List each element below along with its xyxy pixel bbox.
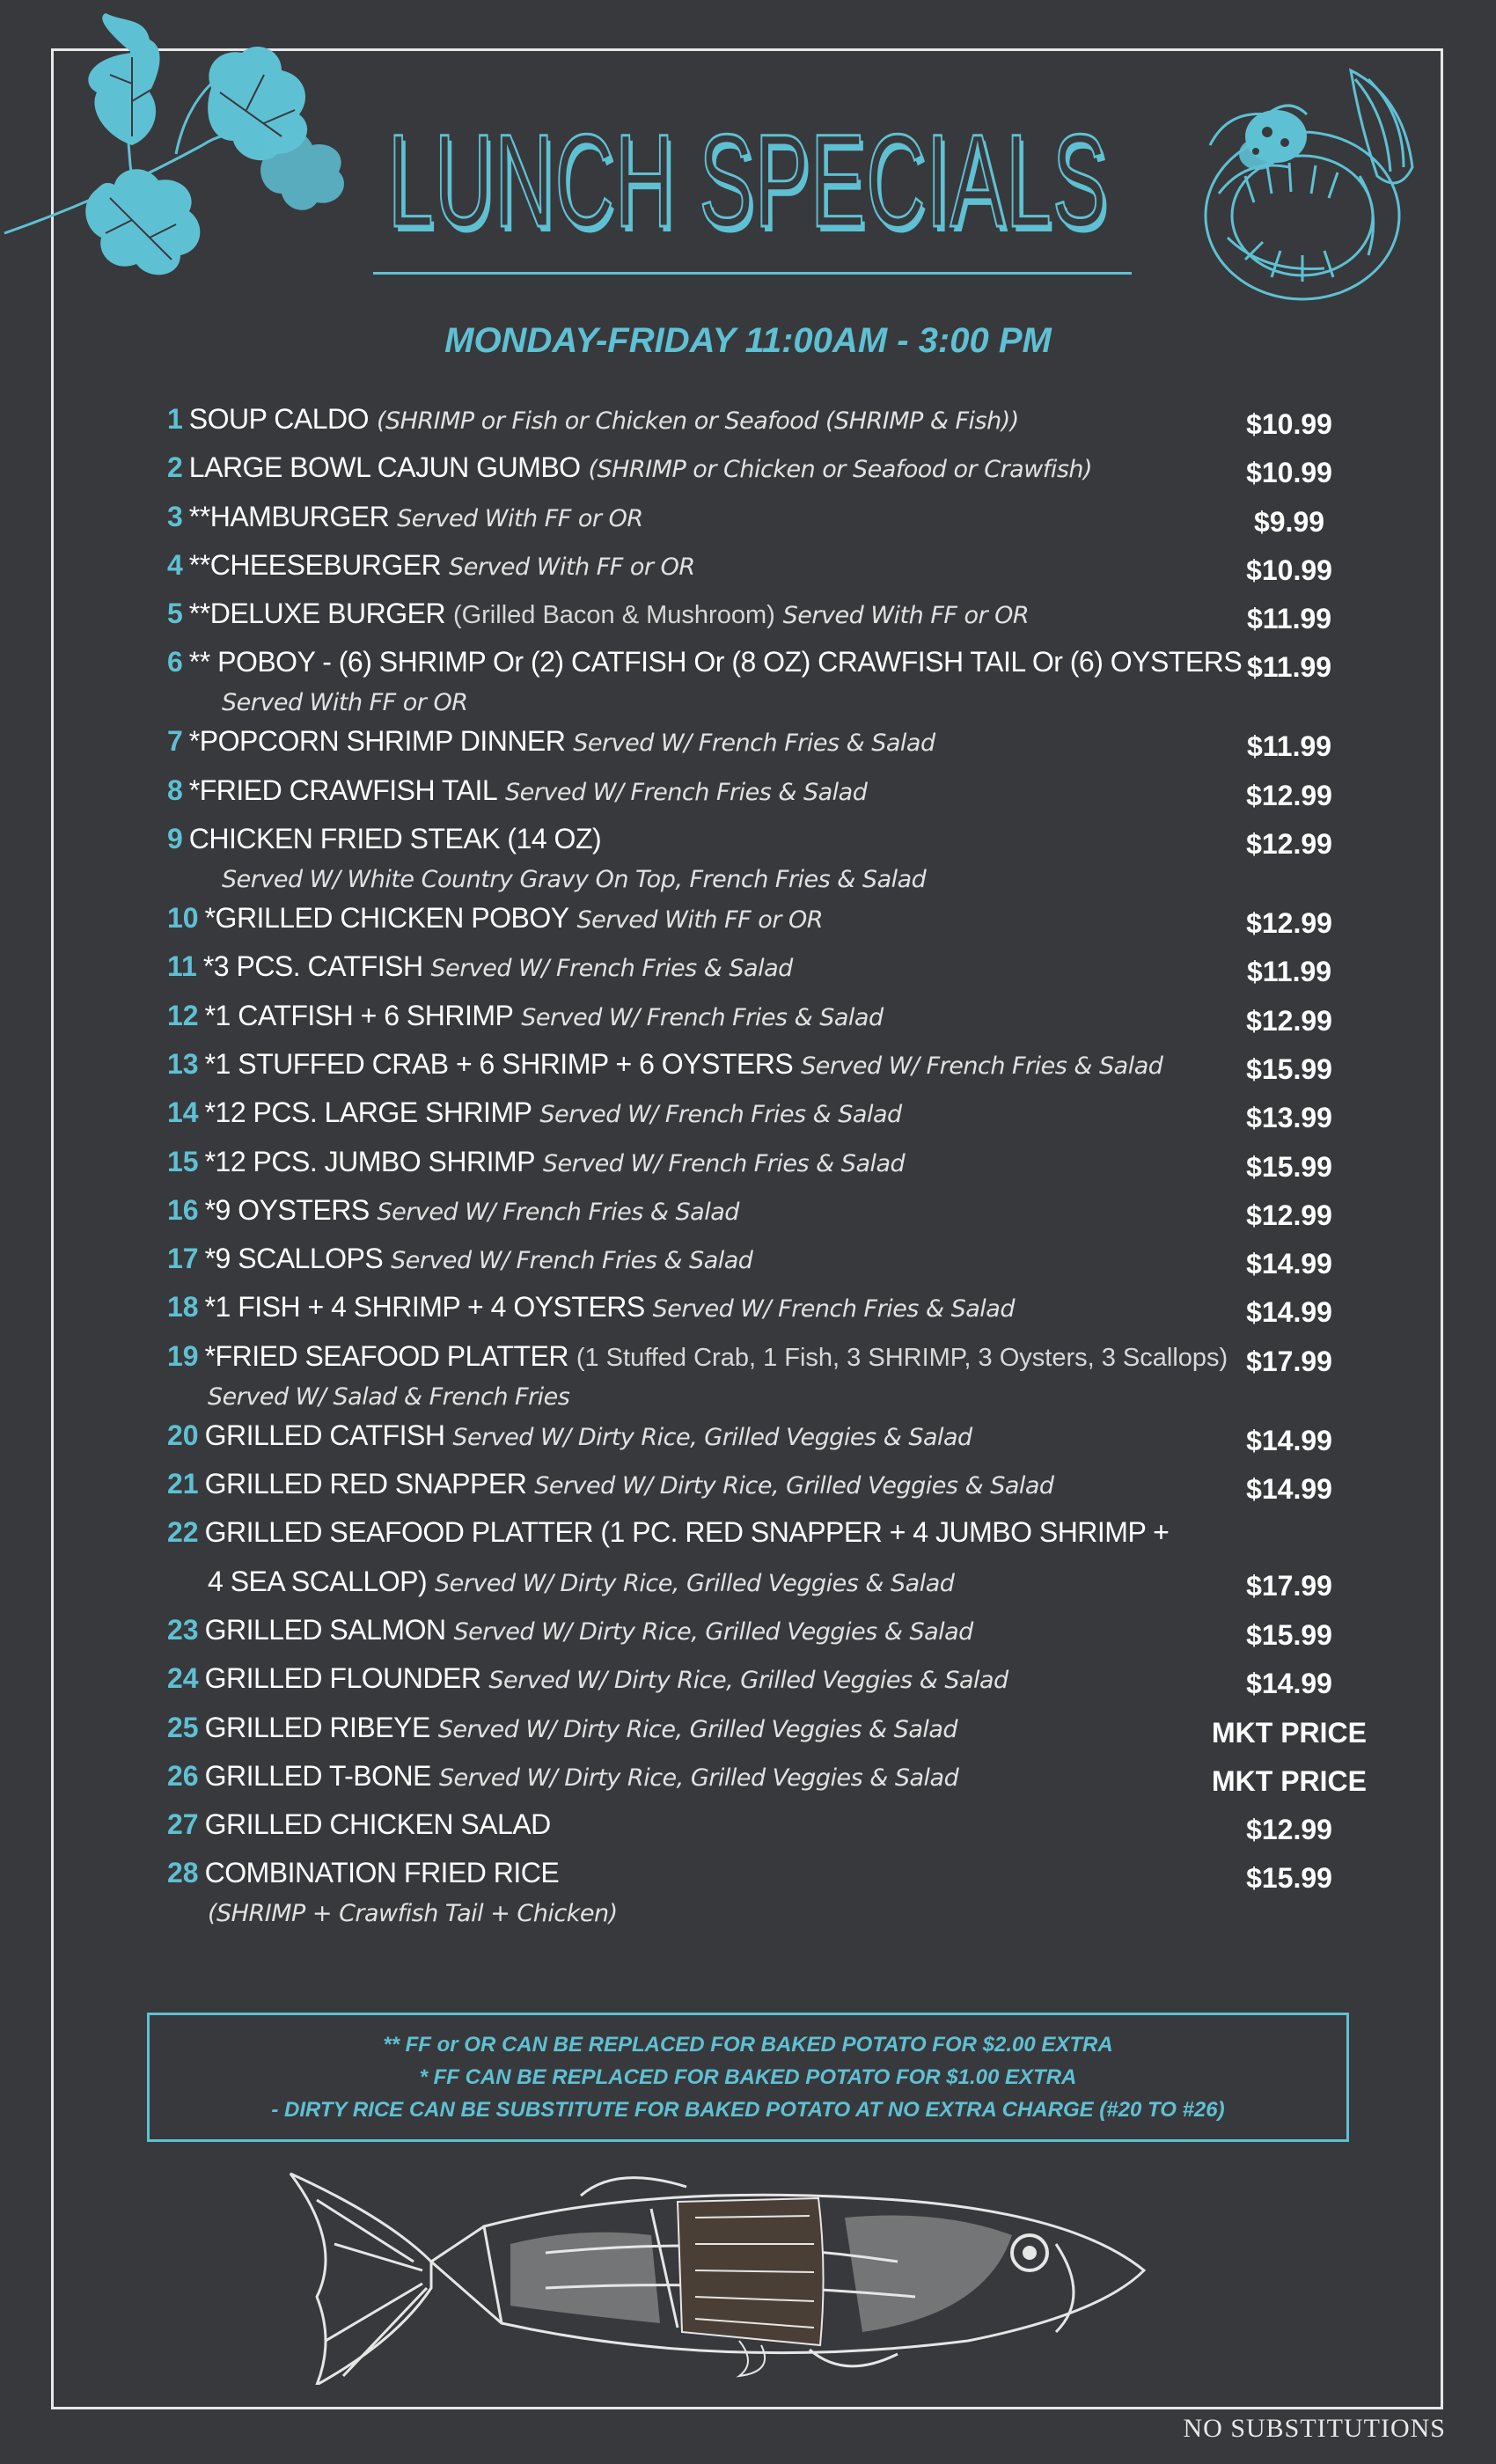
item-note: Served W/ French Fries & Salad <box>505 778 868 806</box>
item-number: 8 <box>167 774 183 806</box>
item-name: *1 FISH + 4 SHRIMP + 4 OYSTERS <box>204 1291 645 1324</box>
menu-item <box>167 1662 1364 1711</box>
item-name: *POPCORN SHRIMP DINNER <box>188 725 566 758</box>
item-number: 6 <box>167 646 183 678</box>
item-note: Served W/ Dirty Rice, Grilled Veggies & Salad <box>435 1569 955 1597</box>
item-price: $14.99 <box>1246 1424 1332 1456</box>
item-price: $13.99 <box>1246 1102 1332 1134</box>
item-name: *12 PCS. LARGE SHRIMP <box>204 1096 532 1129</box>
menu-item <box>167 1614 1364 1662</box>
item-name: SOUP CALDO <box>188 403 370 435</box>
no-substitutions-note: NO SUBSTITUTIONS <box>1183 2414 1446 2443</box>
item-note: (SHRIMP or Chicken or Seafood or Crawfish) <box>588 456 1093 484</box>
item-number: 22 <box>167 1516 199 1549</box>
item-price: MKT PRICE <box>1212 1764 1367 1797</box>
item-price: $12.99 <box>1246 1814 1332 1846</box>
menu-item <box>167 1291 1364 1339</box>
item-note: Served W/ French Fries & Salad <box>801 1052 1163 1080</box>
item-name: GRILLED FLOUNDER <box>204 1662 481 1695</box>
item-number: 14 <box>167 1096 199 1129</box>
item-note: Served With FF or OR <box>576 906 823 935</box>
item-number: 26 <box>167 1759 199 1792</box>
item-price: $11.99 <box>1246 956 1332 988</box>
menu-item <box>167 774 1364 823</box>
item-name: *1 CATFISH + 6 SHRIMP <box>204 999 514 1031</box>
menu-item <box>167 1857 1364 1936</box>
item-name: *9 OYSTERS <box>204 1193 370 1226</box>
item-number: 27 <box>167 1808 199 1841</box>
note-line: - DIRTY RICE CAN BE SUBSTITUTE FOR BAKED POTATO AT NO EXTRA CHARGE (#20 TO #26) <box>271 2098 1225 2122</box>
item-name: *FRIED SEAFOOD PLATTER <box>204 1339 568 1372</box>
menu-item <box>167 1146 1364 1194</box>
item-number: 18 <box>167 1291 199 1324</box>
item-number: 1 <box>167 403 183 435</box>
item-name: CHICKEN FRIED STEAK (14 OZ) <box>188 823 602 855</box>
item-price: $14.99 <box>1246 1668 1332 1700</box>
item-name: *GRILLED CHICKEN POBOY <box>204 902 569 935</box>
menu-item <box>167 1340 1364 1419</box>
item-number: 15 <box>167 1145 199 1177</box>
item-note: (SHRIMP or Fish or Chicken or Seafood (SHRIMP & Fish)) <box>376 407 1019 435</box>
item-note: Served With FF or OR <box>449 553 695 581</box>
note-line: ** FF or OR CAN BE REPLACED FOR BAKED POTATO FOR $2.00 EXTRA <box>383 2033 1113 2057</box>
item-note: Served W/ Dirty Rice, Grilled Veggies & Salad <box>453 1617 973 1646</box>
item-price: $9.99 <box>1253 505 1325 538</box>
item-note: Served W/ Dirty Rice, Grilled Veggies & Salad <box>438 1764 959 1792</box>
menu-item <box>167 902 1364 950</box>
item-number: 2 <box>167 451 183 484</box>
item-price: $12.99 <box>1246 779 1332 811</box>
menu-item <box>167 823 1364 902</box>
note-line: * FF CAN BE REPLACED FOR BAKED POTATO FOR $1.00 EXTRA <box>419 2065 1077 2089</box>
item-price: $11.99 <box>1246 651 1332 684</box>
item-note: Served With FF or OR <box>397 504 643 532</box>
item-price: MKT PRICE <box>1212 1716 1367 1749</box>
item-note: Served W/ French Fries & Salad <box>542 1149 906 1177</box>
item-note: Served With FF or OR <box>782 602 1030 630</box>
item-note: Served W/ Dirty Rice, Grilled Veggies & Salad <box>437 1715 958 1743</box>
shrimp-icon <box>1192 62 1434 317</box>
item-name: **DELUXE BURGER <box>188 598 446 630</box>
item-name: LARGE BOWL CAJUN GUMBO <box>188 451 581 484</box>
menu-item <box>167 1711 1367 1760</box>
item-price: $12.99 <box>1246 907 1332 940</box>
item-subline: Served W/ White Country Gravy On Top, French Fries & Salad <box>222 866 927 894</box>
menu-list <box>167 403 1367 1936</box>
item-name: **CHEESEBURGER <box>188 548 442 581</box>
item-number: 17 <box>167 1243 199 1275</box>
item-price: $10.99 <box>1246 408 1332 440</box>
item-number: 20 <box>167 1419 199 1451</box>
item-number: 23 <box>167 1613 199 1646</box>
item-subline: Served W/ Salad & French Fries <box>208 1382 570 1411</box>
item-name: *12 PCS. JUMBO SHRIMP <box>204 1145 535 1177</box>
item-price: $15.99 <box>1246 1618 1332 1651</box>
item-price: $11.99 <box>1246 730 1332 763</box>
item-number: 21 <box>167 1468 199 1500</box>
item-name-continued: 4 SEA SCALLOP) <box>208 1565 428 1597</box>
item-price: $12.99 <box>1246 1004 1332 1037</box>
item-name: GRILLED RIBEYE <box>204 1711 430 1743</box>
item-subline: (SHRIMP + Crawfish Tail + Chicken) <box>208 1900 618 1928</box>
item-note: Served W/ Dirty Rice, Grilled Veggies & Salad <box>488 1667 1008 1695</box>
item-price: $15.99 <box>1246 1052 1332 1085</box>
item-name: *FRIED CRAWFISH TAIL <box>188 774 498 806</box>
item-price: $12.99 <box>1246 828 1332 861</box>
item-name: GRILLED T-BONE <box>204 1759 431 1792</box>
item-price: $14.99 <box>1246 1296 1332 1329</box>
menu-item <box>167 1243 1364 1291</box>
item-name: **HAMBURGER <box>188 500 390 532</box>
item-detail: (1 Stuffed Crab, 1 Fish, 3 SHRIMP, 3 Oysters, 3 Scallops) <box>576 1343 1228 1372</box>
item-price: $12.99 <box>1246 1199 1332 1231</box>
menu-item <box>167 950 1364 999</box>
menu-item <box>167 646 1364 725</box>
item-note: Served W/ Dirty Rice, Grilled Veggies & Salad <box>534 1472 1054 1500</box>
menu-item <box>167 549 1364 598</box>
item-name: ** POBOY - (6) SHRIMP Or (2) CATFISH Or (8 OZ) CRAWFISH TAIL Or (6) OYSTERS <box>188 646 1243 678</box>
item-note: Served W/ Dirty Rice, Grilled Veggies & Salad <box>452 1423 972 1451</box>
item-price: $17.99 <box>1246 1570 1332 1602</box>
item-number: 10 <box>167 902 199 935</box>
item-note: Served W/ French Fries & Salad <box>573 730 935 758</box>
menu-item <box>167 1419 1364 1468</box>
item-number: 13 <box>167 1047 199 1080</box>
side-substitution-notes <box>147 2013 1349 2142</box>
item-detail: (Grilled Bacon & Mushroom) <box>452 601 775 630</box>
menu-item <box>167 403 1364 451</box>
item-number: 3 <box>167 500 183 532</box>
hours-subtitle: MONDAY-FRIDAY 11:00AM - 3:00 PM <box>444 321 1052 360</box>
menu-item <box>167 1808 1364 1857</box>
item-note: Served W/ French Fries & Salad <box>430 955 793 983</box>
item-price: $11.99 <box>1246 603 1332 635</box>
item-name: *9 SCALLOPS <box>204 1243 384 1275</box>
item-price: $15.99 <box>1246 1150 1332 1183</box>
page-title: LUNCH SPECIALS <box>387 106 1109 254</box>
item-name: COMBINATION FRIED RICE <box>204 1857 560 1889</box>
menu-item <box>167 1048 1364 1096</box>
menu-item <box>167 1759 1367 1808</box>
item-note: Served W/ French Fries & Salad <box>377 1198 739 1226</box>
item-name: *1 STUFFED CRAB + 6 SHRIMP + 6 OYSTERS <box>204 1047 794 1080</box>
item-number: 16 <box>167 1193 199 1226</box>
item-number: 5 <box>167 598 183 630</box>
item-name: GRILLED CHICKEN SALAD <box>204 1808 551 1841</box>
item-number: 24 <box>167 1662 199 1695</box>
item-name: GRILLED SEAFOOD PLATTER (1 PC. RED SNAPPER + 4 JUMBO SHRIMP + <box>204 1516 1170 1549</box>
item-name: GRILLED SALMON <box>204 1613 446 1646</box>
item-name: GRILLED CATFISH <box>204 1419 445 1451</box>
item-price: $17.99 <box>1246 1345 1332 1377</box>
item-number: 4 <box>167 548 183 581</box>
item-name: GRILLED RED SNAPPER <box>204 1468 527 1500</box>
item-number: 9 <box>167 823 183 855</box>
item-number: 7 <box>167 725 183 758</box>
item-note: Served W/ French Fries & Salad <box>539 1101 902 1129</box>
item-number: 11 <box>167 950 197 983</box>
menu-item <box>167 501 1364 549</box>
menu-item <box>167 598 1364 646</box>
item-subline: Served With FF or OR <box>222 689 468 717</box>
item-number: 12 <box>167 999 199 1031</box>
fish-icon <box>282 2165 1153 2385</box>
item-price: $14.99 <box>1246 1473 1332 1506</box>
item-note: Served W/ French Fries & Salad <box>391 1247 753 1275</box>
menu-item <box>167 1194 1364 1243</box>
item-price: $14.99 <box>1246 1248 1332 1280</box>
item-number: 28 <box>167 1857 199 1889</box>
menu-item <box>167 1000 1364 1048</box>
item-price: $10.99 <box>1246 554 1332 586</box>
item-note: Served W/ French Fries & Salad <box>521 1003 884 1031</box>
menu-item <box>167 1468 1364 1516</box>
item-note: Served W/ French Fries & Salad <box>652 1295 1015 1324</box>
menu-item <box>167 1096 1364 1145</box>
item-price: $10.99 <box>1246 457 1332 489</box>
menu-item <box>167 1516 1364 1614</box>
item-name: *3 PCS. CATFISH <box>202 950 423 983</box>
item-number: 19 <box>167 1339 199 1372</box>
menu-item <box>167 451 1364 500</box>
title-divider <box>373 272 1132 275</box>
item-number: 25 <box>167 1711 199 1743</box>
menu-item <box>167 725 1364 774</box>
item-price: $15.99 <box>1246 1862 1332 1895</box>
